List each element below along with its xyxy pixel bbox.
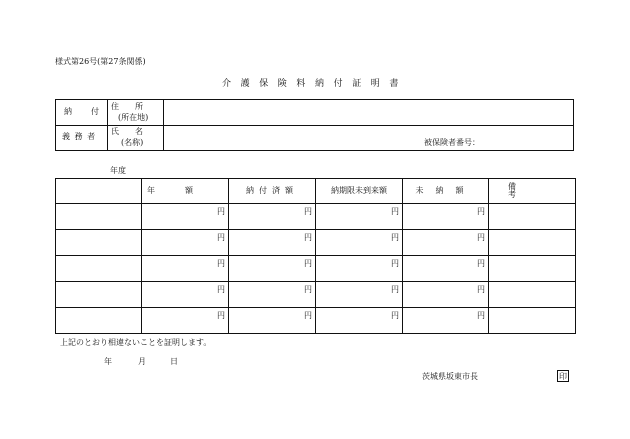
yen-unit: 円 [391, 285, 399, 294]
table-row [56, 204, 576, 230]
name-label: 氏 名 [111, 127, 143, 136]
not-due-amount-cell [316, 282, 403, 308]
unpaid-amount-cell [403, 256, 489, 282]
year-cell [56, 204, 142, 230]
remarks-cell [489, 308, 576, 334]
yen-unit: 円 [217, 285, 225, 294]
yen-unit: 円 [477, 311, 485, 320]
year-cell [56, 308, 142, 334]
remarks-cell [489, 256, 576, 282]
annual-amount-cell [142, 204, 229, 230]
payer-info-box [55, 99, 574, 151]
yen-unit: 円 [304, 259, 312, 268]
header-annual-amount: 年額 [142, 179, 229, 204]
unpaid-amount-cell [403, 230, 489, 256]
yen-unit: 円 [304, 311, 312, 320]
header-paid-amount: 納付済額 [229, 179, 316, 204]
remarks-cell [489, 282, 576, 308]
payer-label-top: 納 付 [64, 107, 100, 116]
paid-amount-cell [229, 308, 316, 334]
table-row [56, 256, 576, 282]
date-year-label: 年 [104, 357, 112, 366]
unpaid-amount-cell [403, 204, 489, 230]
paid-amount-cell [229, 230, 316, 256]
annual-amount-cell [142, 308, 229, 334]
header-unpaid-amount: 未納額 [403, 179, 489, 204]
not-due-amount-cell [316, 308, 403, 334]
document-title: 介護保険料納付証明書 [222, 79, 409, 89]
annual-amount-cell [142, 256, 229, 282]
yen-unit: 円 [391, 259, 399, 268]
header-not-due-amount: 納期限未到来額 [316, 179, 403, 204]
yen-unit: 円 [477, 259, 485, 268]
address-label: 住 所 [111, 102, 143, 111]
seal-mark: 印 [559, 372, 567, 381]
unpaid-amount-cell [403, 308, 489, 334]
table-row [56, 282, 576, 308]
annual-amount-cell [142, 230, 229, 256]
form-number: 様式第26号(第27条関係) [55, 57, 146, 66]
insured-number-label: 被保険者番号： [424, 138, 480, 147]
not-due-amount-cell [316, 204, 403, 230]
not-due-amount-cell [316, 230, 403, 256]
paid-amount-cell [229, 282, 316, 308]
paid-amount-cell [229, 256, 316, 282]
paid-amount-cell [229, 204, 316, 230]
yen-unit: 円 [477, 233, 485, 242]
date-month-label: 月 [138, 357, 146, 366]
yen-unit: 円 [304, 233, 312, 242]
remarks-cell [489, 230, 576, 256]
not-due-amount-cell [316, 256, 403, 282]
payer-label-bottom: 義 務 者 [62, 132, 97, 141]
date-day-label: 日 [170, 357, 178, 366]
yen-unit: 円 [304, 285, 312, 294]
payment-table [55, 178, 576, 334]
yen-unit: 円 [217, 259, 225, 268]
yen-unit: 円 [217, 233, 225, 242]
yen-unit: 円 [477, 207, 485, 216]
remarks-cell [489, 204, 576, 230]
yen-unit: 円 [217, 311, 225, 320]
yen-unit: 円 [391, 233, 399, 242]
year-cell [56, 256, 142, 282]
table-row [56, 308, 576, 334]
table-header-row [56, 179, 576, 204]
address-sub-label: (所在地) [118, 113, 149, 122]
name-sub-label: (名称) [121, 138, 144, 147]
year-cell [56, 230, 142, 256]
yen-unit: 円 [391, 311, 399, 320]
certification-statement: 上記のとおり相違ないことを証明します。 [60, 338, 212, 347]
year-cell [56, 282, 142, 308]
yen-unit: 円 [217, 207, 225, 216]
yen-unit: 円 [477, 285, 485, 294]
annual-amount-cell [142, 282, 229, 308]
header-remarks: 備考 [489, 179, 576, 204]
unpaid-amount-cell [403, 282, 489, 308]
yen-unit: 円 [391, 207, 399, 216]
issuer-name: 茨城県坂東市長 [422, 372, 478, 381]
table-row [56, 230, 576, 256]
header-blank [56, 179, 142, 204]
fiscal-year-label: 年度 [110, 166, 126, 175]
yen-unit: 円 [304, 207, 312, 216]
